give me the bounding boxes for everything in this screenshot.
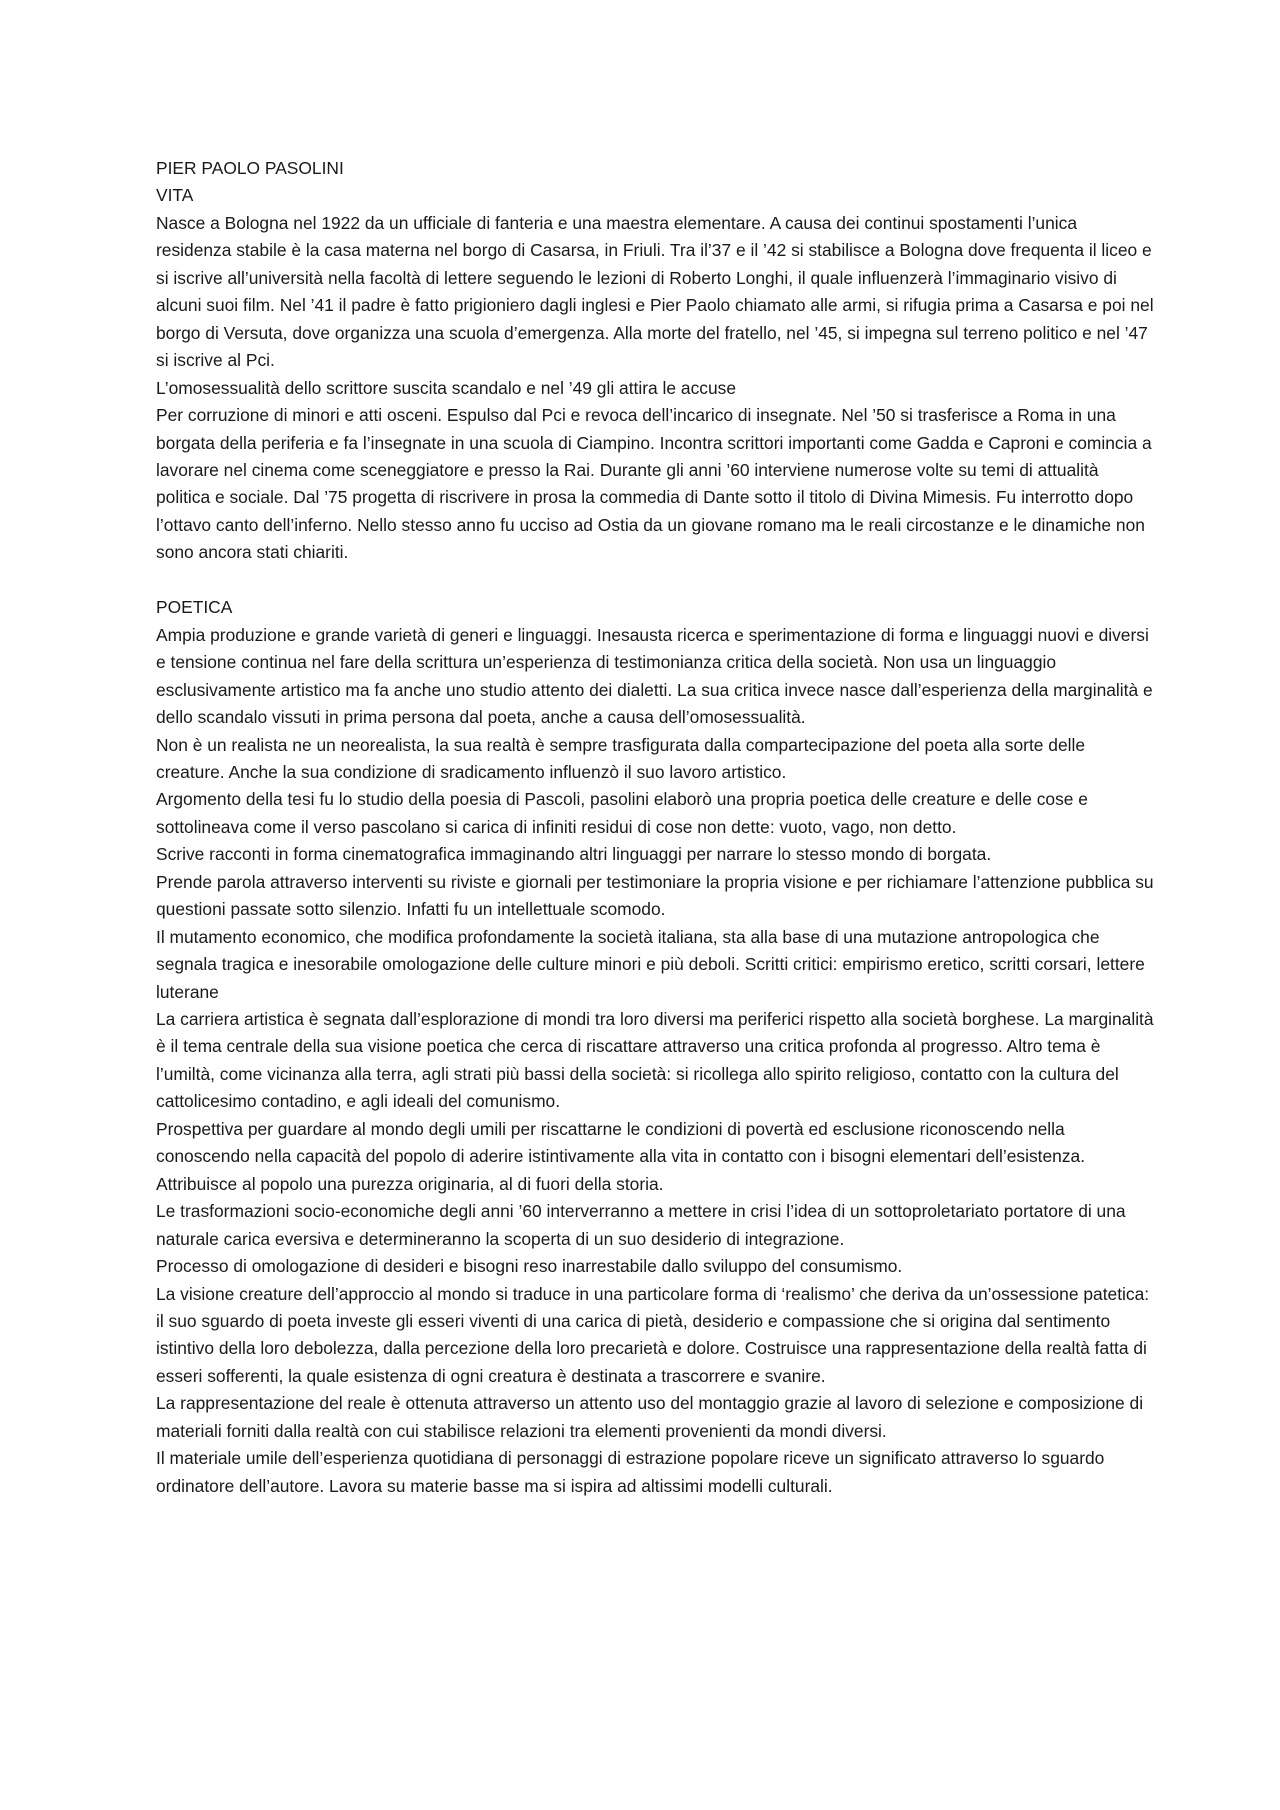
section-heading-poetica: POETICA [156,597,233,618]
poetica-paragraph: Non è un realista ne un neorealista, la sua realtà è sempre trasfigurata dalla compartecipazione del poeta alla sorte delle creature. Anche la sua condizione di sradicamento influenzò il suo lavoro artistico. [156,734,1086,782]
poetica-paragraph: Processo di omologazione di desideri e bisogni reso inarrestabile dallo sviluppo del consumismo. [156,1256,903,1277]
poetica-paragraph: Prende parola attraverso interventi su riviste e giornali per testimoniare la propria visione e per richiamare l’attenzione pubblica su questioni passate sotto silenzio. Infatti fu un intellettuale scomodo. [156,871,1154,920]
section-heading-vita: VITA [156,185,194,206]
poetica-paragraph: Argomento della tesi fu lo studio della poesia di Pascoli, pasolini elaborò una propria poetica delle creature e delle cose e sottolineava come il verso pascolano si carica di infiniti residui di cose non dette: vuoto, vago, non detto. [156,789,1088,837]
document-title: PIER PAOLO PASOLINI [156,158,344,178]
vita-paragraph: Nasce a Bologna nel 1922 da un ufficiale di fanteria e una maestra elementare. A causa dei continui spostamenti l’unica residenza stabile è la casa materna nel borgo di Casarsa, in Friuli. Tra il’37 e il ’42 si stabilisce a Bologna dove frequenta il liceo e si iscrive all’università nella facoltà di lettere seguendo le lezioni di Roberto Longhi, il quale influenzerà l’immaginario visivo di alcuni suoi film. Nel ’41 il padre è fatto prigioniero dagli inglesi e Pier Paolo chiamato alle armi, si rifugia prima a Casarsa e poi nel borgo di Versuta, dove organizza una scuola d’emergenza. Alla morte del fratello, nel ’45, si impegna sul terreno politico e nel ’47 si iscrive al Pci. [156,212,1154,371]
poetica-paragraph: La carriera artistica è segnata dall’esplorazione di mondi tra loro diversi ma periferici rispetto alla società borghese. La marginalità è il tema centrale della sua visione poetica che cerca di riscattare attraverso una critica profonda al progresso. Altro tema è l’umiltà, come vicinanza alla terra, agli strati più bassi della società: si ricollega allo spirito religioso, contatto con la cultura del cattolicesimo contadino, e agli ideali del comunismo. [156,1009,1154,1112]
poetica-paragraph: La visione creature dell’approccio al mondo si traduce in una particolare forma di ‘realismo’ che deriva da un’ossessione patetica: il suo sguardo di poeta investe gli esseri viventi di una carica di pietà, desiderio e compassione che si origina dal sentimento istintivo della loro debolezza, dalla percezione della loro precarietà e dolore. Costruisce una rappresentazione della realtà fatta di esseri sofferenti, la quale esistenza di ogni creatura è destinata a trascorrere e svanire. [156,1283,1150,1386]
poetica-paragraph: Scrive racconti in forma cinematografica immaginando altri linguaggi per narrare lo stesso mondo di borgata. [156,844,992,865]
poetica-paragraph: La rappresentazione del reale è ottenuta attraverso un attento uso del montaggio grazie al lavoro di selezione e composizione di materiali forniti dalla realtà con cui stabilisce relazioni tra elementi provenienti da mondi diversi. [156,1393,1144,1441]
poetica-paragraph: Prospettiva per guardare al mondo degli umili per riscattarne le condizioni di povertà ed esclusione riconoscendo nella conoscendo nella capacità del popolo di aderire istintivamente alla vita in contatto con i bisogni elementari dell’esistenza. [156,1118,1086,1167]
poetica-paragraph: Il mutamento economico, che modifica profondamente la società italiana, sta alla base di una mutazione antropologica che segnala tragica e inesorabile omologazione delle culture minori e più deboli. Scritti critici: empirismo eretico, scritti corsari, lettere luterane [156,926,1145,1002]
vita-paragraph: L’omosessualità dello scrittore suscita scandalo e nel ’49 gli attira le accuse [156,377,736,398]
vita-paragraph: Per corruzione di minori e atti osceni. Espulso dal Pci e revoca dell’incarico di insegnate. Nel ’50 si trasferisce a Roma in una borgata della periferia e fa l’insegnate in una scuola di Ciampino. Incontra scrittori importanti come Gadda e Caproni e comincia a lavorare nel cinema come sceneggiatore e presso la Rai. Durante gli anni ’60 interviene numerose volte su temi di attualità politica e sociale. Dal ’75 progetta di riscrivere in prosa la commedia di Dante sotto il titolo di Divina Mimesis. Fu interrotto dopo l’ottavo canto dell’inferno. Nello stesso anno fu ucciso ad Ostia da un giovane romano ma le reali circostanze e le dinamiche non sono ancora stati chiariti. [156,405,1152,563]
poetica-paragraph: Le trasformazioni socio-economiche degli anni ’60 interverranno a mettere in crisi l’idea di un sottoproletariato portatore di una naturale carica eversiva e determineranno la scoperta di un suo desiderio di integrazione. [156,1201,1126,1249]
poetica-paragraph: Ampia produzione e grande varietà di generi e linguaggi. Inesausta ricerca e sperimentazione di forma e linguaggi nuovi e diversi e tensione continua nel fare della scrittura un’esperienza di testimonianza critica della società. Non usa un linguaggio esclusivamente artistico ma fa anche uno studio attento dei dialetti. La sua critica invece nasce dall’esperienza della marginalità e dello scandalo vissuti in prima persona dal poeta, anche a causa dell’omosessualità. [156,624,1153,728]
poetica-paragraph: Il materiale umile dell’esperienza quotidiana di personaggi di estrazione popolare riceve un significato attraverso lo sguardo ordinatore dell’autore. Lavora su materie basse ma si ispira ad altissimi modelli culturali. [156,1448,1105,1496]
document-body [156,155,1156,1500]
poetica-paragraph: Attribuisce al popolo una purezza originaria, al di fuori della storia. [156,1173,664,1194]
paragraph-spacer [156,567,1156,594]
